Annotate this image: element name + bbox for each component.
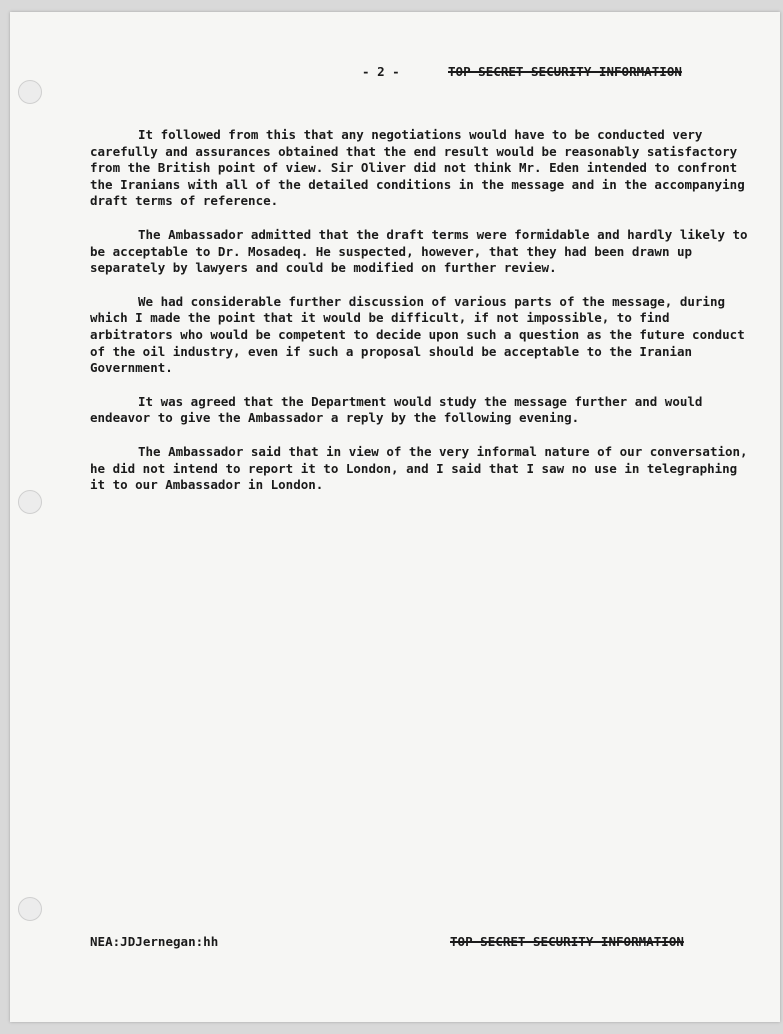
paragraph: The Ambassador admitted that the draft terms were formidable and hardly likely to be acceptable to Dr. Mosadeq. He suspected, however, that they had been drawn up separately by lawyers and could be modified on further review. xyxy=(90,226,748,276)
header-classification: TOP SECRET SECURITY INFORMATION xyxy=(448,64,682,79)
paragraph: It was agreed that the Department would study the message further and would endeavor to give the Ambassador a reply by the following evening. xyxy=(90,393,703,426)
author-initials: NEA:JDJernegan:hh xyxy=(90,934,219,949)
document-body xyxy=(90,127,750,511)
punch-hole xyxy=(18,80,42,104)
punch-hole xyxy=(18,897,42,921)
paragraph: We had considerable further discussion of various parts of the message, during which I made the point that it would be difficult, if not impossible, to find arbitrators who would be competent to decide upon such a question as the future conduct of the oil industry, even if such a proposal should be acceptable to the Iranian Government. xyxy=(90,293,745,376)
page-number: - 2 - xyxy=(362,64,400,79)
paragraph: It followed from this that any negotiations would have to be conducted very carefully and assurances obtained that the end result would be reasonably satisfactory from the British point of view. Sir Oliver did not think Mr. Eden intended to confront the Iranians with all of the detailed conditions in the message and in the accompanying draft terms of reference. xyxy=(90,127,745,209)
punch-hole xyxy=(18,490,42,514)
footer-classification: TOP SECRET SECURITY INFORMATION xyxy=(450,934,684,949)
paragraph: The Ambassador said that in view of the very informal nature of our conversation, he did not intend to report it to London, and I said that I saw no use in telegraphing it to our Ambassador in London. xyxy=(90,443,748,493)
document-page xyxy=(10,12,780,1022)
